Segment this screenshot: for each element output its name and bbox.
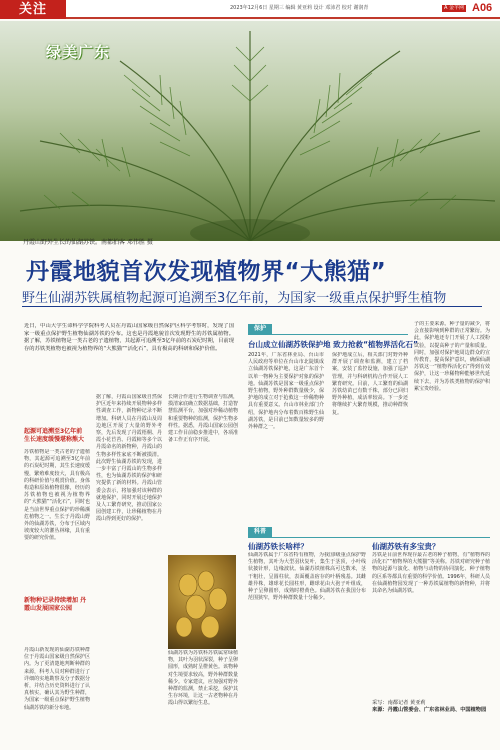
- sidebar-title-1: 台山成立仙湖苏铁保护地 致力抢救“植物界活化石”: [248, 340, 418, 349]
- date-line: 2023年12月6日 星期三 编辑 黄亚莉 设计 邓沛君 校对 谢润青: [230, 5, 369, 11]
- seed-cluster-illustration: [168, 555, 236, 649]
- sidebar-text-1: 2021年，广东省林业局、台山市人民政府等单位在台山市北陡镇成立仙湖苏铁保护地，这是广东首个以单一物种为主要保护对象的保护地。仙湖苏铁是国家一级重点保护野生植物，野外种群数量极少，保护地的成立对于抢救这一珍稀物种具有重要意义。台山市林业部门介绍，保护地内分布着数百株野生仙湖苏铁，是目前已知数量较多的野外种群之一。: [248, 352, 324, 431]
- subheadline: 野生仙湖苏铁属植物起源可追溯至3亿年前，为国家一级重点保护野生植物: [22, 291, 447, 306]
- faq-title-1: 仙湖苏铁长啥样？: [248, 542, 308, 551]
- section-2-text: 据了解，丹霞山国家级自然保护区近年来持续开展物种多样性调查工作，新物种记录不断增加。科研人员在丹霞山及周边地区开展了大量的野外考察，先后发现了丹霞梧桐、丹霞小花苣苔、丹霞柿等多个以丹霞命名的新物种，丹霞山的生物多样性家底不断被摸清。此次野生仙湖苏铁的发现，进一步丰富了丹霞山的生物多样性，也为仙湖苏铁的保护和研究提供了新的材料。丹霞山管委会表示，将加强对该种群的就地保护，同时开展迁地保护及人工繁育研究，推动国家公园创建工作，让珍稀植物在丹霞山得到更好的保护。: [96, 394, 162, 523]
- hero-photo: [0, 21, 500, 241]
- section-3b-text: 仙湖苏铁为苏铁科苏铁属常绿植物，其叶为羽状深裂，种子呈卵圆形，成熟时呈橙黄色。该物种对生境要求较高，野外种群数量稀少。专家建议，应加强对野外种群的监测，禁止采挖，保护其生存环境，让这一古老物种在丹霞山得以繁衍生息。: [168, 650, 238, 707]
- credit-source-value: 丹霞山管委会、广东省林业局、中国植物园: [387, 707, 487, 714]
- column-logo: 绿美广东: [46, 43, 111, 61]
- sidebar-tag-science: 科普: [248, 527, 272, 537]
- faq-text-1: 仙湖苏铁属于广东省特有植物，为我国Ⅰ级重点保护野生植物，其叶为大型羽状复叶，集生于茎顶，小叶线状披针形，边缘波状。仙湖苏铁植株高可达数米，茎干粗壮，呈圆柱状，表面覆盖宿存的叶柄残基。其雌雄异株，雄球花长圆柱形，雌球花由大孢子叶组成，种子呈卵圆形，成熟时橙黄色。仙湖苏铁在我国分布范围狭窄，野外种群数量十分稀少。: [248, 552, 366, 602]
- lead-paragraph: 近日，中山大学生命科学学院科考人员在丹霞山国家级自然保护区科学考察时，发现了国家一级重点保护野生植物仙湖苏铁的分布。这也是丹霞地貌首次发现野生的苏铁属植物。据了解，苏铁植物是一类古老的子遗植物，其起源可追溯至3亿年前的石炭纪时期，目前现存的苏铁类植物也被视为植物界的“大熊猫”“活化石”，具有极高的科研和保护价值。: [24, 323, 234, 352]
- sidebar-tag-protect: 保护: [248, 324, 272, 334]
- cycad-seed-photo: [168, 555, 236, 649]
- section-1-title: 起源可追溯至3亿年前 生长速度缓慢堪称熊大: [24, 428, 85, 443]
- credit-writer-value: 南都记者 黄亚莉: [387, 700, 426, 706]
- section-3-text: 长期合作进行生物调查与监测，摸清家底确立数据基础，打造智慧监测平台，加强对珍稀动植物和重要物种的监测，保护生物多样性。据悉，丹霞山国家公园创建工作目前稳步推进中，各项准备工作正有序开展。: [168, 394, 238, 444]
- section-1b-text: 丹霞山新发现的仙湖苏铁种群位于丹霞山国家级自然保护区内。为了更清楚地判断种群的来源，科考人员对种群进行了详细的实地勘察及分子数据分析，并结合历史资料进行了认真核实，确认其为野生种群，为国家一级重点保护野生植物仙湖苏铁的新分布地。: [24, 647, 90, 711]
- headline-rule: [22, 306, 482, 307]
- faq-text-2: 苏铁是目前世界现存最古老的种子植物，有“植物界的活化石”“植物界的大熊猫”等美称。苏铁对研究种子植物的起源与演化、植物与动物的协同演化、种子植物的区系等都具有重要的科学价值。1996年，科研人员在仙湖植物园发现了一种苏铁属植物的新物种，并将其命名为仙湖苏铁。: [372, 552, 490, 595]
- credit-source-label: 来源：: [372, 707, 388, 714]
- edition-badge: A 金羊网: [444, 5, 465, 11]
- section-2-title: 新物种记录持续增加 丹霞山发展国家公园: [24, 597, 87, 612]
- sidebar-tag-rule: [248, 334, 408, 335]
- sidebar-tag-rule-2: [248, 537, 490, 538]
- article-credits: [372, 700, 490, 714]
- section-1-text: 苏铁植物是一类古老的子遗植物，其起源可追溯至3亿年前的石炭纪时期，其生长速度缓慢，繁殖难度较大，具有极高的科研价值与观赏价值。身体构造和原始植物很像，经历的苏铁植物也被视为植物界的“大熊猫”“活化石”，同时也是当前世界重点保护的珍稀濒危植物之一。生长于丹霞山野外的仙湖苏铁，分布于区域内坡度较大的灌丛林缘，具有重要的研究价值。: [24, 449, 90, 542]
- headline: 丹霞地貌首次发现植物界“大熊猫”: [26, 259, 387, 285]
- faq-title-2: 仙湖苏铁有多宝贵？: [372, 542, 440, 551]
- section-tag: 关注: [0, 0, 66, 19]
- masthead: [0, 0, 500, 19]
- sidebar-text-2: 保护地成立后，相关部门对野外种群开展了调查和监测，建立了档案，安装了监控设施，加强了巡护管理，并与科研机构合作开展人工繁育研究。目前，人工繁育的仙湖苏铁幼苗已有数千株，部分已回归野外种植，成活率较高。下一步还将继续扩大繁育规模，推动种群恢复。: [332, 352, 408, 416]
- credit-writer-label: 采写：: [372, 700, 388, 706]
- sidebar-text-3: 子的主要来源。种子量的减少，将会直接影响到种群的正常繁衍。为此，保护地还专门开展了人工授粉试验，以提高种子的产量和质量。同时，加强对保护地周边群众的宣传教育，提高保护意识，确保仙湖苏铁这一“植物界活化石”得到有效保护，让这一珍稀物种能够世代延续下去，并为苏铁类植物的保护积累宝贵经验。: [414, 321, 490, 392]
- credit-source: [372, 707, 490, 714]
- page-number: A06: [472, 2, 493, 14]
- photo-caption: 丹霞山野外生长的仙湖苏铁。南都拍客 邓伟胜 摄: [23, 239, 153, 246]
